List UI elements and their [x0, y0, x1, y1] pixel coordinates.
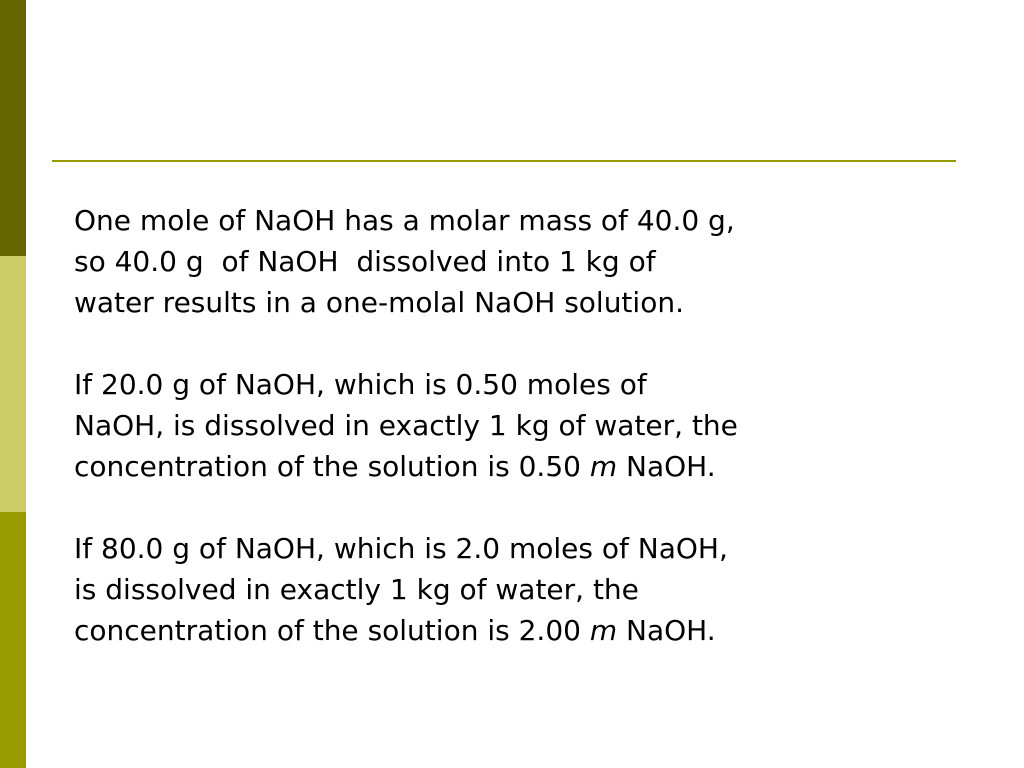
accent-bar-top [0, 0, 26, 256]
molality-unit: m [589, 450, 618, 483]
text-line: is dissolved in exactly 1 kg of water, the [74, 573, 639, 606]
text-line: If 20.0 g of NaOH, which is 0.50 moles of [74, 368, 647, 401]
text-segment: NaOH. [617, 450, 716, 483]
slide-body [74, 200, 954, 651]
paragraph-example-half-molal [74, 364, 954, 487]
text-line-with-unit [74, 610, 954, 651]
accent-bar-middle [0, 256, 26, 512]
text-line: One mole of NaOH has a molar mass of 40.0 g, [74, 204, 735, 237]
text-line: NaOH, is dissolved in exactly 1 kg of water, the [74, 409, 738, 442]
molality-unit: m [589, 614, 618, 647]
paragraph-molar-mass [74, 200, 954, 323]
text-segment: NaOH. [617, 614, 716, 647]
text-segment: concentration of the solution is 0.50 [74, 450, 590, 483]
title-divider-rule [52, 160, 956, 162]
text-line-with-unit [74, 446, 954, 487]
accent-bar-bottom [0, 512, 26, 768]
text-segment: concentration of the solution is 2.00 [74, 614, 590, 647]
paragraph-example-two-molal [74, 528, 954, 651]
text-line: so 40.0 g of NaOH dissolved into 1 kg of [74, 245, 656, 278]
text-line: water results in a one-molal NaOH solution. [74, 286, 684, 319]
text-line: If 80.0 g of NaOH, which is 2.0 moles of NaOH, [74, 532, 728, 565]
